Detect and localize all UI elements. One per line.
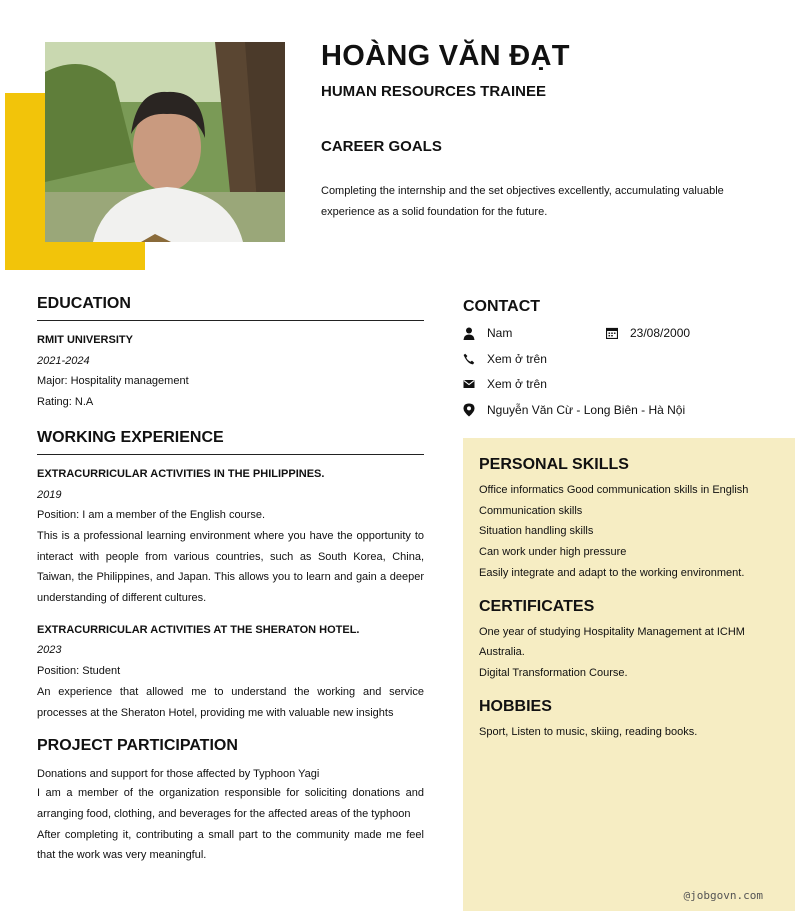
experience-position: Position: Student [37, 665, 121, 678]
education-rating: Rating: N.A [37, 396, 94, 409]
skills-title: PERSONAL SKILLS [479, 456, 629, 473]
skill-item: Office informatics Good communication skills in English [479, 484, 749, 496]
calendar-icon [606, 327, 618, 339]
person-icon [463, 327, 475, 340]
right-panel [463, 438, 795, 911]
mail-icon [463, 379, 475, 389]
project-line: I am a member of the organization responsible for soliciting donations and arranging food, clothing, and beverages for the affected areas of the typhoon [37, 787, 424, 820]
education-school: RMIT UNIVERSITY [37, 334, 133, 346]
contact-email [463, 377, 547, 391]
contact-title: CONTACT [463, 298, 541, 315]
location-pin-icon [463, 403, 475, 417]
birthday-value: 23/08/2000 [630, 326, 691, 340]
skill-item: Easily integrate and adapt to the working environment. [479, 566, 745, 579]
watermark: @jobgovn.com [683, 889, 763, 902]
address-value: Nguyễn Văn Cừ - Long Biên - Hà Nội [487, 403, 686, 417]
experience-heading: EXTRACURRICULAR ACTIVITIES AT THE SHERATON HOTEL. [37, 623, 360, 636]
contact-gender [463, 326, 512, 340]
phone-icon [463, 353, 475, 365]
career-goals-text: Completing the internship and the set objectives excellently, accumulating valuable experience as a solid foundation for the future. [321, 185, 724, 218]
skill-item: Communication skills [479, 504, 583, 517]
education-title: EDUCATION [37, 295, 424, 321]
left-column [37, 295, 424, 866]
project-line: Donations and support for those affected by Typhoon Yagi [37, 768, 320, 781]
education-major: Major: Hospitality management [37, 375, 189, 388]
certificate-item: One year of studying Hospitality Management at ICHM Australia. [479, 625, 745, 659]
experience-heading: EXTRACURRICULAR ACTIVITIES IN THE PHILIPPINES. [37, 467, 325, 480]
contact-address [463, 403, 685, 417]
experience-title: WORKING EXPERIENCE [37, 429, 424, 455]
candidate-role: HUMAN RESOURCES TRAINEE [321, 83, 547, 100]
email-value: Xem ở trên [487, 377, 547, 391]
experience-position: Position: I am a member of the English course. [37, 509, 266, 522]
hobbies-title: HOBBIES [479, 697, 552, 715]
experience-description: An experience that allowed me to understand the working and service processes at the Sheraton Hotel, providing me with valuable new insights [37, 685, 424, 719]
project-title: PROJECT PARTICIPATION [37, 737, 238, 755]
contact-section [463, 298, 793, 322]
candidate-name: HOÀNG VĂN ĐẠT [321, 40, 570, 72]
phone-value: Xem ở trên [487, 352, 547, 366]
gender-value: Nam [487, 326, 513, 340]
experience-item [37, 620, 424, 724]
career-goals-title: CAREER GOALS [321, 138, 442, 155]
project-line: After completing it, contributing a small part to the community made me feel that the work was very meaningful. [37, 828, 424, 862]
experience-year: 2023 [37, 644, 62, 657]
profile-photo [45, 42, 285, 242]
skill-item: Situation handling skills [479, 525, 594, 538]
hobbies-text: Sport, Listen to music, skiing, reading books. [479, 725, 698, 738]
certificate-item: Digital Transformation Course. [479, 666, 628, 679]
education-years: 2021-2024 [37, 354, 90, 367]
certificates-title: CERTIFICATES [479, 597, 595, 615]
experience-description: This is a professional learning environment where you have the opportunity to interact with people from various countries, such as South Korea, China, Taiwan, the Philippines, and Japan. This allows you to learn and gain a deeper understanding of different cultures. [37, 529, 424, 605]
contact-phone [463, 352, 547, 366]
contact-birthday [606, 326, 690, 340]
experience-item [37, 464, 424, 609]
skill-item: Can work under high pressure [479, 546, 627, 559]
experience-year: 2019 [37, 488, 62, 501]
